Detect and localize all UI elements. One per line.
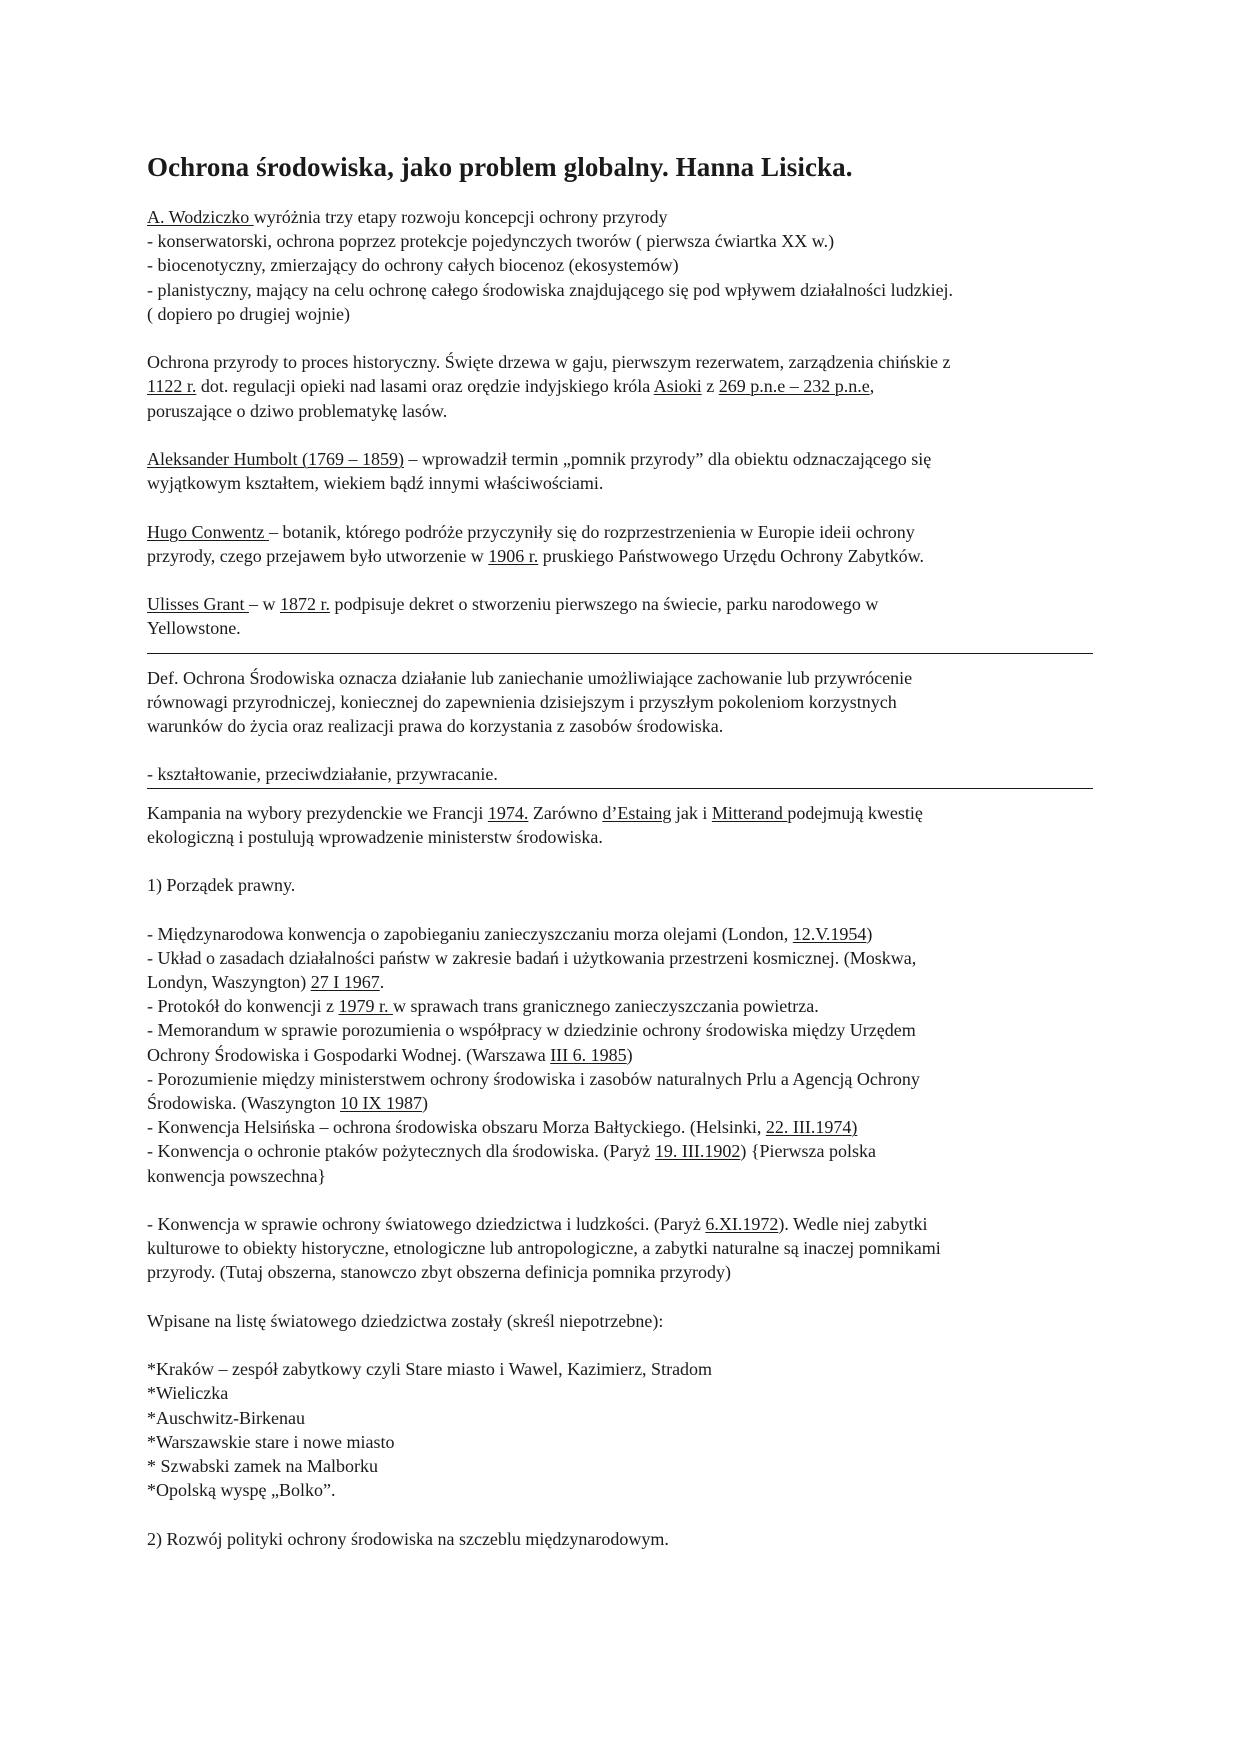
- text-run: podpisuje dekret o stworzeniu pierwszego na świecie, parku narodowego w: [330, 594, 879, 615]
- text-run: .: [379, 971, 385, 992]
- paragraph-definicja: [147, 666, 1109, 739]
- underlined-term: Ulisses Grant: [147, 594, 249, 615]
- text-run: podejmują kwestię: [787, 802, 923, 823]
- text-run: Londyn, Waszyngton): [147, 971, 311, 992]
- text-line: [147, 399, 1109, 423]
- text-line: [147, 1236, 1109, 1260]
- paragraph-grant: [147, 592, 1109, 640]
- text-run: 1) Porządek prawny.: [147, 875, 296, 896]
- text-run: jak i: [671, 802, 712, 823]
- underlined-term: 269 p.n.e – 232 p.n.e: [718, 376, 870, 397]
- text-line: [147, 1357, 1109, 1381]
- text-line: [147, 1381, 1109, 1405]
- text-line: [147, 873, 1109, 897]
- text-run: – botanik, którego podróże przyczyniły się do rozprzestrzenienia w Europie ideii ochrony: [268, 521, 915, 542]
- text-run: kulturowe to obiekty historyczne, etnologiczne lub antropologiczne, a zabytki naturalne są inaczej pomnikami: [147, 1238, 941, 1259]
- text-run: *Auschwitz-Birkenau: [147, 1407, 305, 1428]
- text-run: *Kraków – zespół zabytkowy czyli Stare miasto i Wawel, Kazimierz, Stradom: [147, 1359, 713, 1380]
- text-run: pruskiego Państwowego Urzędu Ochrony Zabytków.: [538, 545, 924, 566]
- text-line: [147, 1478, 1109, 1502]
- text-run: - kształtowanie, przeciwdziałanie, przywracanie.: [147, 764, 498, 785]
- text-line: [147, 1212, 1109, 1236]
- underlined-term: 19. III.1902: [654, 1141, 741, 1162]
- text-line: [147, 253, 1109, 277]
- underlined-term: 10 IX 1987: [340, 1093, 423, 1113]
- text-run: ). Wedle niej zabytki: [778, 1214, 928, 1234]
- horizontal-rule: [147, 653, 1093, 654]
- text-run: ): [422, 1093, 429, 1113]
- text-line: [147, 278, 1109, 302]
- paragraph-spacer: [147, 897, 1109, 921]
- text-run: - Porozumienie między ministerstwem ochrony środowiska i zasobów naturalnych Prlu a Agencją Ochrony: [147, 1068, 920, 1089]
- text-run: dot. regulacji opieki nad lasami oraz orędzie indyjskiego króla: [196, 376, 654, 397]
- text-run: *Opolską wyspę „Bolko”.: [147, 1480, 336, 1501]
- underlined-term: A. Wodziczko: [147, 207, 254, 227]
- underlined-term: Aleksander Humbolt (1769 – 1859): [147, 449, 404, 469]
- text-run: ekologiczną i postulują wprowadzenie ministerstw środowiska.: [147, 826, 603, 847]
- paragraph-humbolt: [147, 447, 1109, 495]
- text-run: przyrody. (Tutaj obszerna, stanowczo zbyt obszerna definicja pomnika przyrody): [147, 1262, 731, 1283]
- text-line: [147, 447, 1109, 471]
- text-run: - Konwencja Helsińska – ochrona środowiska obszaru Morza Bałtyckiego. (Helsinki,: [147, 1117, 766, 1138]
- text-line: [147, 520, 1109, 544]
- paragraph-spacer: [147, 423, 1109, 447]
- underlined-term: d’Estaing: [602, 802, 672, 823]
- document-title: Ochrona środowiska, jako problem globalny. Hanna Lisicka.: [147, 152, 853, 182]
- paragraph-spacer: [147, 1285, 1109, 1309]
- text-run: Def. Ochrona Środowiska oznacza działanie lub zaniechanie umożliwiające zachowanie lub przywrócenie: [147, 667, 913, 688]
- text-line: [147, 1043, 1109, 1067]
- text-line: [147, 350, 1109, 374]
- paragraph-spacer: [147, 326, 1109, 350]
- underlined-term: Hugo Conwentz: [147, 521, 269, 542]
- text-line: [147, 666, 1109, 690]
- paragraph-kampania: [147, 801, 1109, 849]
- text-run: z: [701, 376, 719, 397]
- text-run: warunków do życia oraz realizacji prawa do korzystania z zasobów środowiska.: [147, 716, 724, 736]
- text-line: [147, 1091, 1109, 1115]
- paragraph-lista: [147, 1357, 1109, 1502]
- text-run: ) {Pierwsza polska: [740, 1141, 876, 1162]
- text-line: [147, 714, 1109, 738]
- text-line: [147, 762, 1109, 786]
- text-run: wyróżnia trzy etapy rozwoju koncepcji ochrony przyrody: [253, 207, 668, 227]
- text-line: [147, 471, 1109, 495]
- text-run: Kampania na wybory prezydenckie we Francji: [147, 802, 488, 823]
- underlined-term: 1979 r.: [338, 996, 393, 1017]
- text-run: – wprowadził termin „pomnik przyrody” dla obiektu odznaczającego się: [403, 449, 932, 469]
- underlined-term: 1974.: [487, 802, 529, 823]
- paragraph-conwentz: [147, 520, 1109, 568]
- text-line: [147, 374, 1109, 398]
- paragraph-rozwoj: [147, 1527, 1109, 1551]
- paragraph-proces: [147, 350, 1109, 423]
- text-run: - Konwencja w sprawie ochrony światowego dziedzictwa i ludzkości. (Paryż: [147, 1214, 706, 1234]
- text-run: - Międzynarodowa konwencja o zapobieganiu zanieczyszczaniu morza olejami (London,: [147, 923, 793, 944]
- text-run: ): [626, 1044, 633, 1065]
- text-run: *Wieliczka: [147, 1383, 229, 1404]
- text-run: konwencja powszechna}: [147, 1165, 327, 1186]
- paragraph-spacer: [147, 849, 1109, 873]
- text-run: równowagi przyrodniczej, koniecznej do zapewnienia dzisiejszym i przyszłym pokoleniom korzystnych: [147, 691, 897, 712]
- paragraph-spacer: [147, 495, 1109, 519]
- text-run: Wpisane na listę światowego dziedzictwa zostały (skreśl niepotrzebne):: [147, 1310, 664, 1331]
- text-run: wyjątkowym kształtem, wiekiem bądź innymi właściwościami.: [147, 473, 604, 494]
- paragraph-spacer: [147, 568, 1109, 592]
- text-run: ): [866, 923, 873, 944]
- paragraph-spacer: [147, 1188, 1109, 1212]
- text-line: [147, 825, 1109, 849]
- text-line: [147, 1115, 1109, 1139]
- text-line: [147, 1309, 1109, 1333]
- text-line: [147, 970, 1109, 994]
- text-line: [147, 1139, 1109, 1163]
- paragraph-porzadek: [147, 873, 1109, 897]
- paragraph-dzialania: [147, 762, 1109, 786]
- paragraph-konwencje: [147, 922, 1109, 1188]
- text-run: Ochrony Środowiska i Gospodarki Wodnej. (Warszawa: [147, 1044, 551, 1065]
- paragraph-etapy: [147, 205, 1109, 326]
- text-line: [147, 592, 1109, 616]
- text-line: [147, 302, 1109, 326]
- underlined-term: 27 I 1967: [310, 971, 380, 992]
- underlined-term: 1872 r.: [280, 594, 331, 615]
- text-line: [147, 994, 1109, 1018]
- text-line: [147, 1260, 1109, 1284]
- text-line: [147, 946, 1109, 970]
- text-run: w sprawach trans granicznego zanieczyszczania powietrza.: [393, 996, 819, 1017]
- text-line: [147, 1164, 1109, 1188]
- text-line: [147, 690, 1109, 714]
- text-run: ,: [869, 376, 875, 397]
- text-line: [147, 1018, 1109, 1042]
- paragraph-unesco: [147, 1212, 1109, 1285]
- text-run: * Szwabski zamek na Malborku: [147, 1456, 378, 1476]
- text-run: - konserwatorski, ochrona poprzez protekcje pojedynczych tworów ( pierwsza ćwiartka XX w.): [147, 231, 835, 252]
- text-run: *Warszawskie stare i nowe miasto: [147, 1431, 395, 1452]
- text-line: [147, 1430, 1109, 1454]
- text-run: Ochrona przyrody to proces historyczny. Święte drzewa w gaju, pierwszym rezerwatem, zarządzenia chińskie z: [147, 352, 951, 373]
- underlined-term: 1122 r.: [147, 376, 197, 397]
- text-run: Yellowstone.: [147, 618, 241, 639]
- horizontal-rule: [147, 788, 1093, 789]
- text-line: [147, 1454, 1109, 1478]
- text-run: - Konwencja o ochronie ptaków pożytecznych dla środowiska. (Paryż: [147, 1141, 655, 1162]
- text-line: [147, 922, 1109, 946]
- text-line: [147, 544, 1109, 568]
- text-run: - planistyczny, mający na celu ochronę całego środowiska znajdującego się pod wpływem działalności ludzkiej.: [147, 279, 954, 300]
- text-run: poruszające o dziwo problematykę lasów.: [147, 400, 448, 421]
- paragraph-spacer: [147, 1333, 1109, 1357]
- text-run: – w: [249, 594, 280, 615]
- text-run: - biocenotyczny, zmierzający do ochrony całych biocenoz (ekosystemów): [147, 255, 679, 276]
- text-line: [147, 616, 1109, 640]
- text-run: Zarówno: [528, 802, 603, 823]
- text-run: przyrody, czego przejawem było utworzenie w: [147, 545, 489, 566]
- text-line: [147, 229, 1109, 253]
- underlined-term: 22. III.1974): [765, 1117, 858, 1138]
- underlined-term: 1906 r.: [488, 545, 539, 566]
- text-run: - Układ o zasadach działalności państw w zakresie badań i użytkowania przestrzeni kosmicznej. (Moskwa,: [147, 947, 917, 968]
- text-line: [147, 801, 1109, 825]
- paragraph-spacer: [147, 738, 1109, 762]
- underlined-term: 6.XI.1972: [705, 1214, 779, 1234]
- text-run: - Protokół do konwencji z: [147, 996, 339, 1017]
- text-line: [147, 205, 1109, 229]
- underlined-term: Asioki: [653, 376, 702, 397]
- paragraph-spacer: [147, 1502, 1109, 1526]
- text-run: Środowiska. (Waszyngton: [147, 1093, 341, 1113]
- text-line: [147, 1067, 1109, 1091]
- underlined-term: III 6. 1985: [550, 1044, 627, 1065]
- paragraph-lista-intro: [147, 1309, 1109, 1333]
- text-run: 2) Rozwój polityki ochrony środowiska na szczeblu międzynarodowym.: [147, 1528, 669, 1549]
- text-run: ( dopiero po drugiej wojnie): [147, 303, 350, 324]
- text-run: - Memorandum w sprawie porozumienia o współpracy w dziedzinie ochrony środowiska między Urzędem: [147, 1020, 916, 1041]
- document-body: [147, 205, 1109, 1551]
- text-line: [147, 1527, 1109, 1551]
- underlined-term: 12.V.1954: [792, 923, 867, 944]
- text-line: [147, 1406, 1109, 1430]
- underlined-term: Mitterand: [711, 802, 788, 823]
